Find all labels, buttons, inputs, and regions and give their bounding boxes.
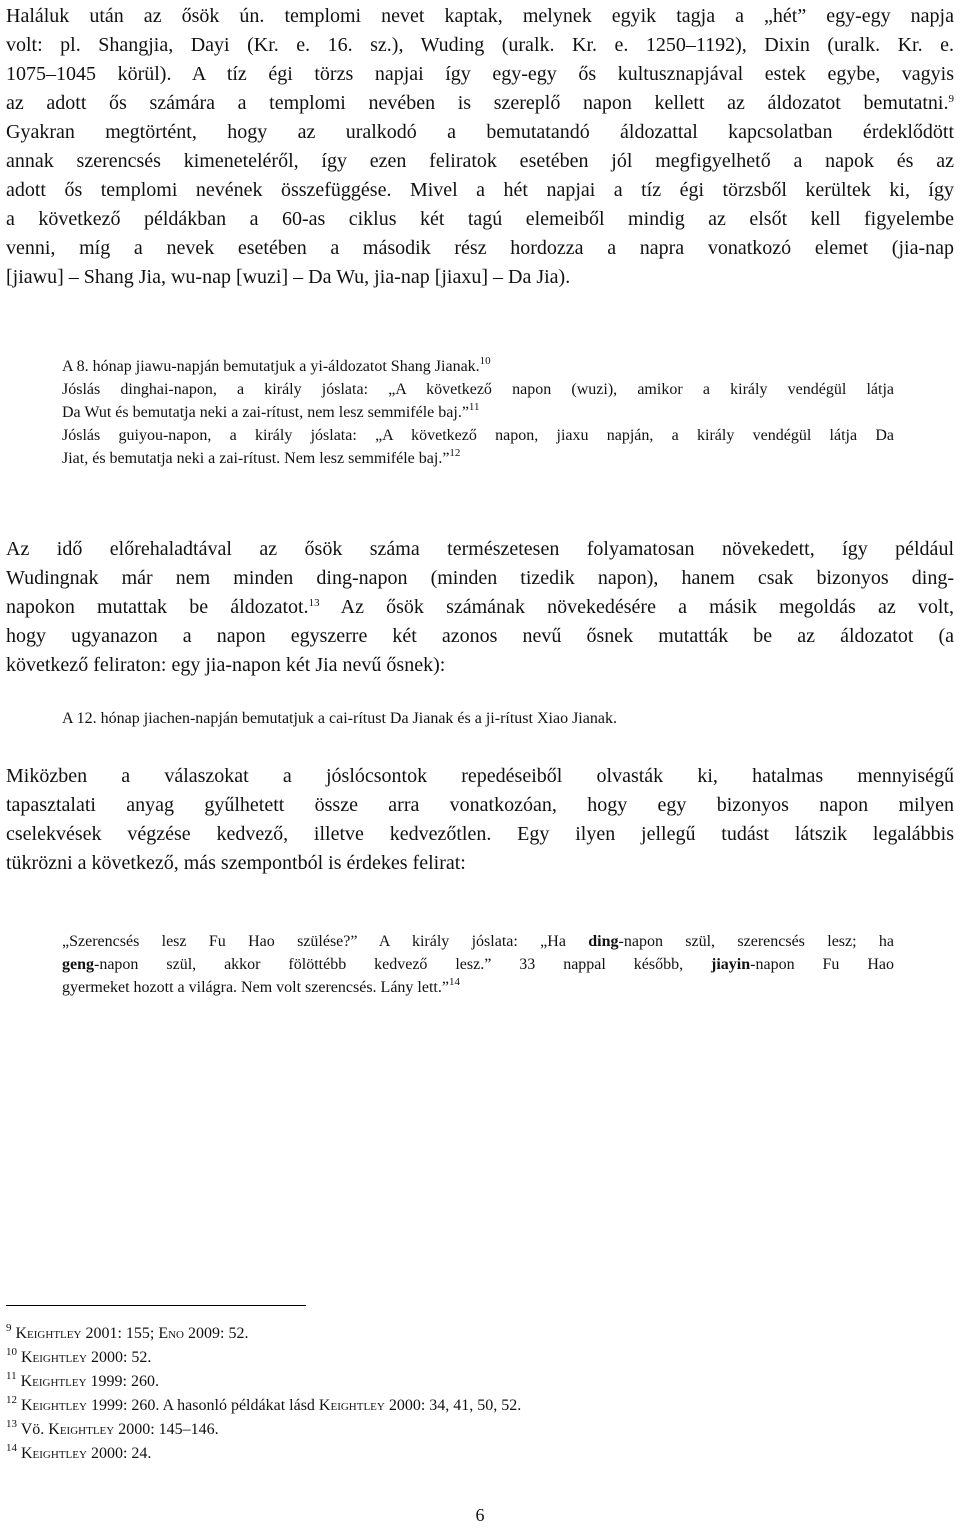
text-line: geng-napon szül, akkor fölöttébb kedvező lesz.” 33 nappal később, jiayin-napon Fu Hao: [62, 956, 895, 973]
footnote-ref-14[interactable]: 14: [448, 976, 460, 988]
text-line: gyermeket hozott a világra. Nem volt szerencsés. Lány lett.”$^{14}$: [62, 976, 460, 996]
footnote-14: $^{14}$ Keightley 2000: 24.: [6, 1442, 152, 1462]
text-line: Jóslás guiyou-napon, a király jóslata: „A következő napon, jiaxu napján, a király vendégül látja Da: [62, 427, 894, 444]
text-line: a következő példákban a 60-as ciklus két tagú elemeiből mindig az elsőt kell figyelembe: [6, 208, 954, 230]
footnote-separator: [6, 1305, 306, 1306]
text-line: tükrözni a következő, más szempontból is érdekes felirat:: [6, 852, 466, 874]
footnote-ref-13[interactable]: 13: [308, 597, 320, 609]
text-line: Haláluk után az ősök ún. templomi nevet kaptak, melynek egyik tagja a „hét” egy-egy napja: [6, 5, 954, 27]
text-line: Miközben a válaszokat a jóslócsontok repedéseiből olvasták ki, hatalmas mennyiségű: [6, 765, 954, 787]
footnote-9: $^9$ Keightley 2001: 155; Eno 2009: 52.: [6, 1322, 249, 1342]
inscription-example-3: [62, 930, 894, 999]
text-line: tapasztalati anyag gyűlhetett össze arra vonatkozóan, hogy egy bizonyos napon milyen: [6, 794, 954, 816]
inscription-examples-1: [62, 355, 894, 470]
page-number: 6: [475, 1505, 485, 1525]
paragraph-ancestors-growth: [6, 535, 954, 680]
text-line: annak szerencsés kimeneteléről, így ezen feliratok esetében jól megfigyelhető a napok és az: [6, 150, 954, 172]
inscription-example-2: [62, 707, 894, 730]
text-line: napokon mutattak be áldozatot.$^{13}$ Az ősök számának növekedésére a másik megoldás az volt,: [6, 596, 954, 618]
text-line: volt: pl. Shangjia, Dayi (Kr. e. 16. sz.), Wuding (uralk. Kr. e. 1250–1192), Dixin (uralk. Kr. e.: [6, 34, 954, 56]
paragraph-temple-names: [6, 2, 954, 292]
text-line: Jiat, és bemutatja neki a zai-rítust. Nem lesz semmiféle baj.”$^{12}$: [62, 447, 461, 467]
text-line: Az idő előrehaladtával az ősök száma természetesen folyamatosan növekedett, így például: [6, 538, 954, 560]
text-line: 1075–1045 körül). A tíz égi törzs napjai így egy-egy ős kultusznapjával estek egybe, vagyis: [6, 63, 954, 85]
text-line: A 8. hónap jiawu-napján bemutatjuk a yi-áldozatot Shang Jianak.$^{10}$: [62, 355, 491, 375]
footnote-13: $^{13}$ Vö. Keightley 2000: 145–146.: [6, 1418, 219, 1438]
footnote-ref-9[interactable]: 9: [948, 93, 954, 105]
footnote-10: $^{10}$ Keightley 2000: 52.: [6, 1346, 152, 1366]
text-line: cselekvések végzése kedvező, illetve kedvezőtlen. Egy ilyen jellegű tudást látszik legalábbis: [6, 823, 954, 845]
text-line: hogy ugyanazon a napon egyszerre két azonos nevű ősnek mutatták be az áldozatot (a: [6, 625, 954, 647]
text-line: A 12. hónap jiachen-napján bemutatjuk a cai-rítust Da Jianak és a ji-rítust Xiao Jianak.: [62, 710, 617, 727]
footnote-ref-10[interactable]: 10: [479, 355, 491, 367]
text-line: következő feliraton: egy jia-napon két Jia nevű ősnek):: [6, 654, 446, 676]
footnote-ref-11[interactable]: 11: [468, 401, 480, 413]
text-line: Jóslás dinghai-napon, a király jóslata: „A következő napon (wuzi), amikor a király vendégül látja: [62, 381, 894, 398]
footnote-11: $^{11}$ Keightley 1999: 260.: [6, 1370, 159, 1390]
text-line: „Szerencsés lesz Fu Hao szülése?” A király jóslata: „Ha ding-napon szül, szerencsés lesz; ha: [62, 933, 895, 950]
text-line: venni, míg a nevek esetében a második rész hordozza a napra vonatkozó elemet (jia-nap: [6, 237, 954, 259]
footnote-ref-12[interactable]: 12: [449, 447, 461, 459]
text-line: adott ős templomi nevének összefüggése. Mivel a hét napjai a tíz égi törzsből kerültek ki, így: [6, 179, 954, 201]
paragraph-divination: [6, 762, 954, 878]
text-line: az adott ős számára a templomi nevében is szereplő napon kellett az áldozatot bemutatni.$^9$: [6, 92, 954, 114]
text-line: [jiawu] – Shang Jia, wu-nap [wuzi] – Da Wu, jia-nap [jiaxu] – Da Jia).: [6, 266, 571, 288]
footnote-12: $^{12}$ Keightley 1999: 260. A hasonló példákat lásd Keightley 2000: 34, 41, 50, 52.: [6, 1394, 522, 1414]
text-line: Gyakran megtörtént, hogy az uralkodó a bemutatandó áldozattal kapcsolatban érdeklődött: [6, 121, 954, 143]
text-line: Wudingnak már nem minden ding-napon (minden tizedik napon), hanem csak bizonyos ding-: [6, 567, 954, 589]
text-line: Da Wut és bemutatja neki a zai-rítust, nem lesz semmiféle baj.”$^{11}$: [62, 401, 480, 421]
